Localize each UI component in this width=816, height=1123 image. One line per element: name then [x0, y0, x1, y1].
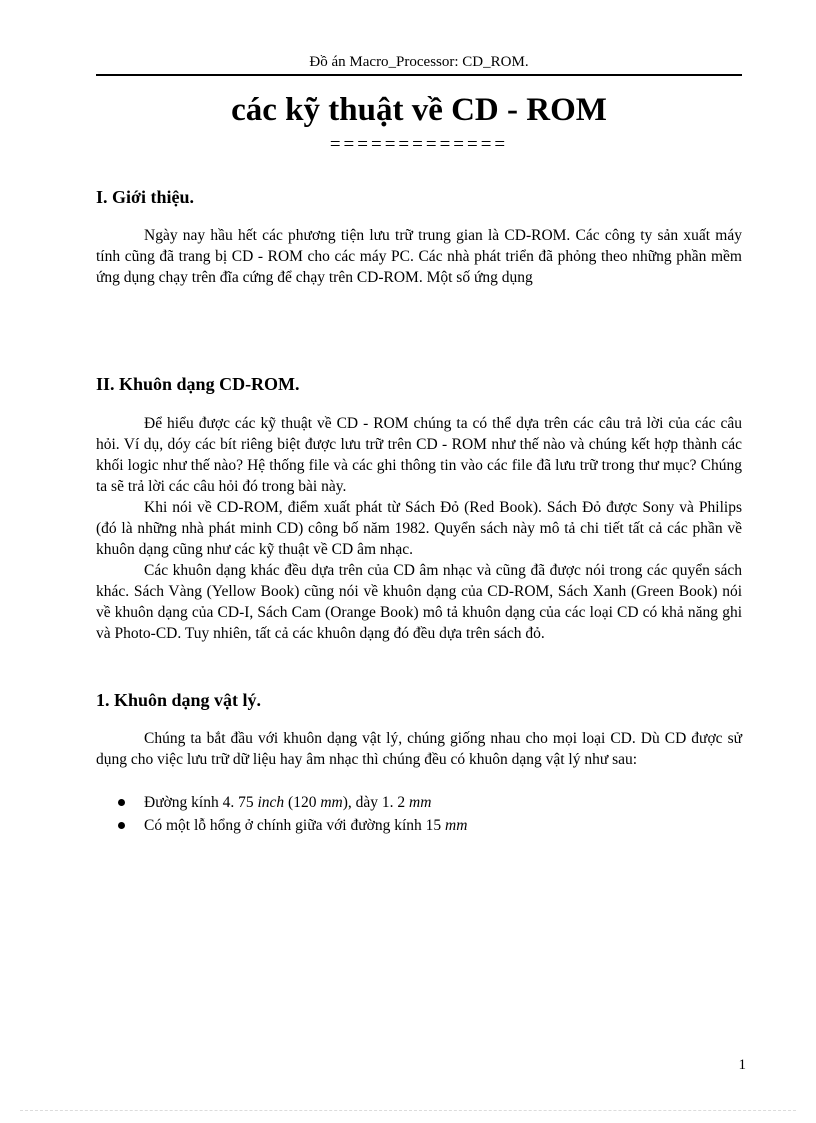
document-title: các kỹ thuật về CD - ROM: [231, 92, 607, 128]
bullet-icon: [118, 799, 125, 806]
format-paragraph-2: Khi nói về CD-ROM, điểm xuất phát từ Sách Đỏ (Red Book). Sách Đỏ được Sony và Philips (đó là những nhà phát minh CD) công bố năm 1982. Quyển sách này mô tả chi tiết tất cả các phần về khuôn dạng cũng như các kỹ thuật về CD âm nhạc.: [96, 499, 742, 558]
list-item: [96, 792, 742, 813]
running-header: Đồ án Macro_Processor: CD_ROM.: [309, 54, 529, 70]
unit-mm: mm: [409, 794, 432, 811]
section-heading-intro: I. Giới thiệu.: [96, 187, 194, 207]
title-underline: =============: [329, 134, 509, 155]
format-paragraph-3: Các khuôn dạng khác đều dựa trên của CD âm nhạc và cũng đã được nói trong các quyển sách khác. Sách Vàng (Yellow Book) cũng nói về khuôn dạng của CD-ROM, Sách Xanh (Green Book) nói về khuôn dạng của CD-I, Sách Cam (Orange Book) mô tả khuôn dạng của các loại CD có khả năng ghi và Photo-CD. Tuy nhiên, tất cả các khuôn dạng đó đều dựa trên sách đỏ.: [96, 562, 742, 642]
bullet-text: ), dày 1. 2: [342, 794, 410, 811]
bullet-text: (120: [284, 794, 321, 811]
unit-inch: inch: [257, 794, 285, 811]
unit-mm: mm: [445, 817, 468, 834]
intro-paragraph: Ngày nay hầu hết các phương tiện lưu trữ trung gian là CD-ROM. Các công ty sản xuất máy tính cũng đã trang bị CD - ROM cho các máy PC. Các nhà phát triển đã phỏng theo những phần mềm ứng dụng chạy trên đĩa cứng để chạy trên CD-ROM. Một số ứng dụng: [96, 227, 742, 286]
physical-specs-list: [96, 792, 742, 838]
list-item: [96, 815, 742, 836]
format-paragraph-1: Để hiểu được các kỹ thuật về CD - ROM chúng ta có thể dựa trên các câu trả lời của các câu hỏi. Ví dụ, dóy các bít riêng biệt được lưu trữ trên CD - ROM như thế nào và chúng kết hợp thành các khối logic như thế nào? Hệ thống file và các ghi thông tin vào các file đã lưu trữ trong thư mục? Chúng ta sẽ trả lời các câu hỏi đó trong bài này.: [96, 415, 742, 495]
section-heading-physical: 1. Khuôn dạng vật lý.: [96, 690, 262, 710]
bullet-icon: [118, 822, 125, 829]
section-heading-format: II. Khuôn dạng CD-ROM.: [96, 374, 300, 394]
bullet-text: Đường kính 4. 75: [144, 794, 258, 811]
unit-mm: mm: [320, 794, 343, 811]
header-rule: [96, 74, 742, 76]
page-number: 1: [738, 1057, 746, 1073]
bullet-text: Có một lỗ hổng ở chính giữa với đường kính 15: [144, 817, 446, 834]
page-boundary: [20, 1110, 796, 1111]
physical-paragraph: Chúng ta bắt đầu với khuôn dạng vật lý, chúng giống nhau cho mọi loại CD. Dù CD được sử dụng cho việc lưu trữ dữ liệu hay âm nhạc thì chúng đều có khuôn dạng vật lý như sau:: [96, 730, 742, 768]
